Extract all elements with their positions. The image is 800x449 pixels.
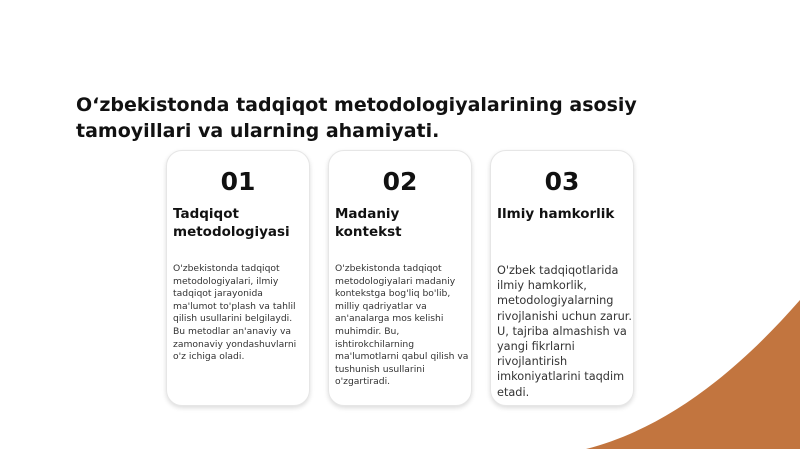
card-title: Madaniy kontekst [335, 206, 402, 240]
card-body: O'zbek tadqiqotlarida ilmiy hamkorlik, metodologiyalarning rivojlanishi uchun zarur. U, tajriba almashish va yangi fikrlarni rivojlantirish imkoniyatlarini taqdim etadi. [497, 264, 632, 399]
card-title: Tadqiqot metodologiyasi [173, 206, 290, 240]
card-number: 01 [220, 167, 256, 196]
card-body: O'zbekistonda tadqiqot metodologiyalari, ilmiy tadqiqot jarayonida ma'lumot to'plash va tahlil qilish usullarini belgilaydi. Bu metodlar an'anaviy va zamonaviy yondashuvlarni o'z ichiga oladi. [173, 263, 297, 363]
card-body: O'zbekistonda tadqiqot metodologiyalari madaniy kontekstga bog'liq bo'lib, milliy qadriyatlar va an'analarga mos kelishi muhimdir. Bu, ishtirokchilarning ma'lumotlarni qabul qilish va tushunish usullarini o'zgartiradi. [335, 263, 469, 388]
card-number: 02 [382, 167, 418, 196]
card-madaniy-kontekst [328, 150, 472, 406]
card-title: Ilmiy hamkorlik [497, 206, 615, 222]
card-number: 03 [544, 167, 580, 196]
card-tadqiqot-metodologiyasi [166, 150, 310, 406]
slide-title: O‘zbekistonda tadqiqot metodologiyalarining asosiy tamoyillari va ularning ahamiyati. [76, 94, 637, 142]
card-ilmiy-hamkorlik [490, 150, 634, 406]
